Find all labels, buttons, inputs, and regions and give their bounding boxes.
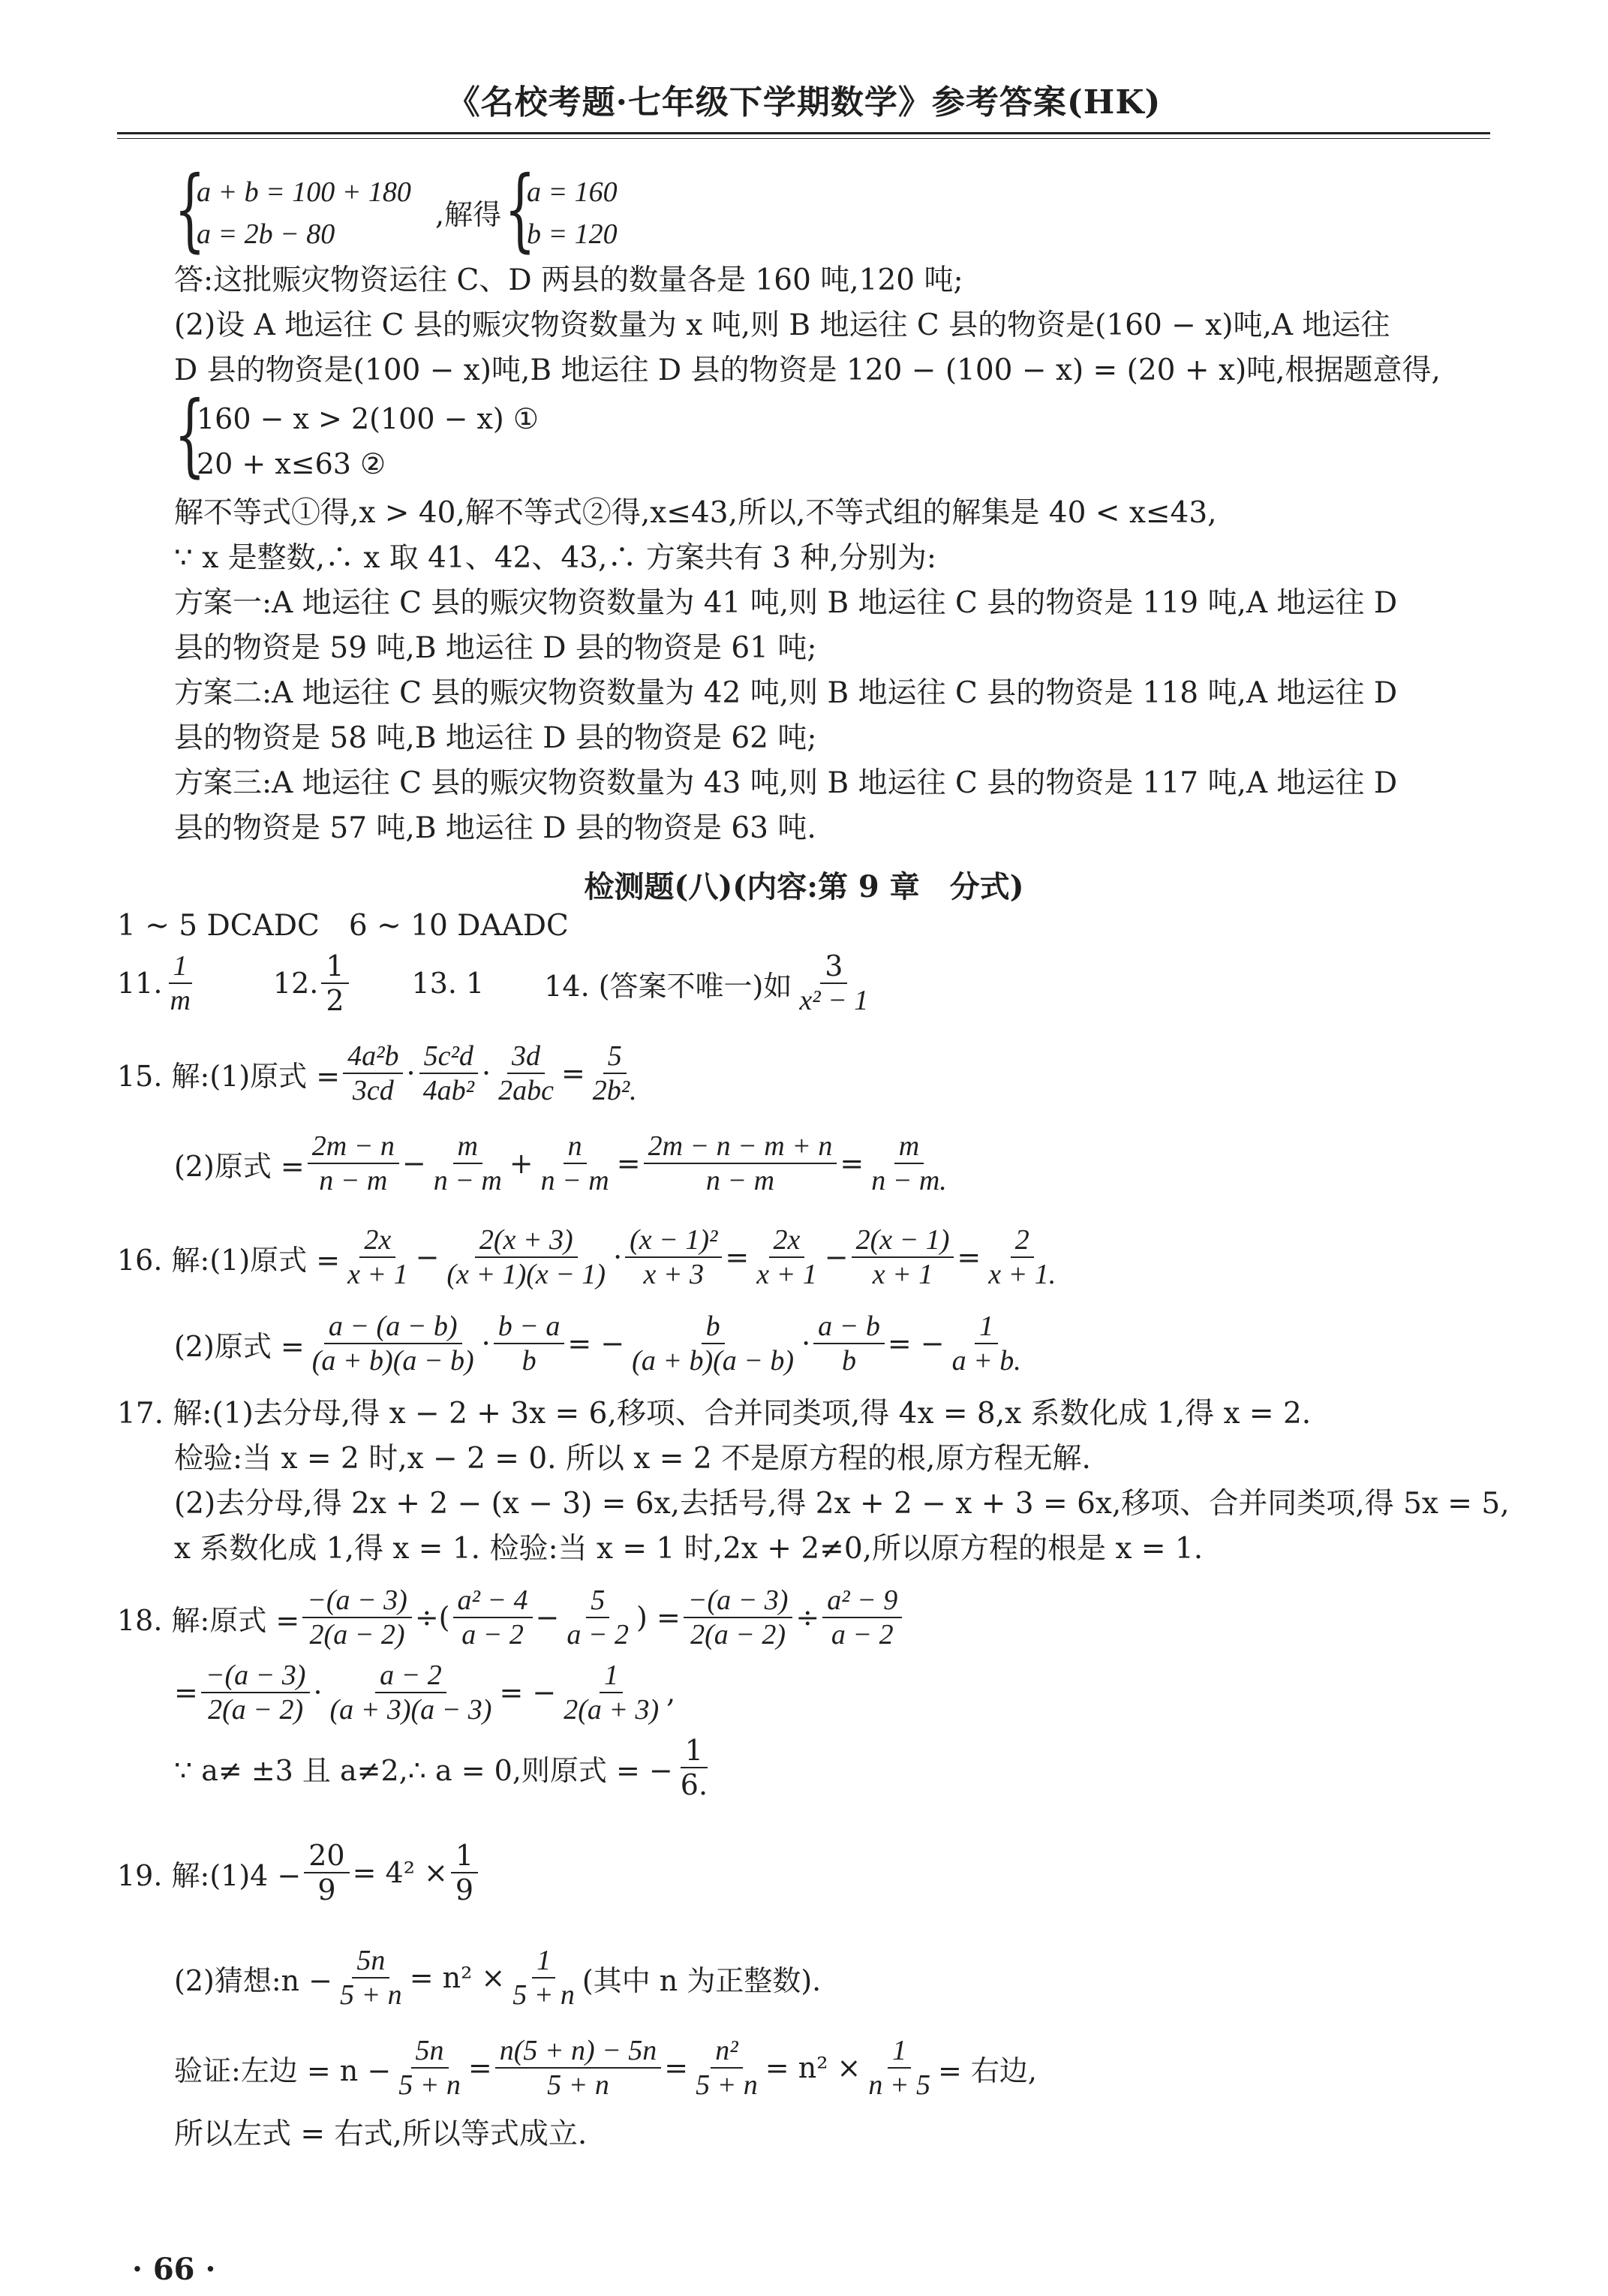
q19-part1: 19. 解:(1)4 − $\frac{20}{9}$ = 4² × $\frac{1}{9}$	[117, 1839, 481, 1906]
answer-row-11-14	[117, 949, 876, 1017]
page-header-title: 《名校考题·七年级下学期数学》参考答案(HK)	[446, 83, 1162, 122]
text-line: 县的物资是 57 吨,B 地运往 D 县的物资是 63 吨.	[174, 811, 816, 845]
q17-line-4: x 系数化成 1,得 x = 1. 检验:当 x = 1 时,2x + 2≠0,所以原方程的根是 x = 1.	[174, 1532, 1204, 1566]
q14-label: 14. (答案不唯一)如	[544, 969, 792, 1003]
solution-eq-1: a = 160	[527, 176, 618, 208]
text-line: 解不等式①得,x > 40,解不等式②得,x≤43,所以,不等式组的解集是 40 < x≤43,	[174, 496, 1217, 530]
q18-conclusion: ∵ a≠ ±3 且 a≠2,∴ a = 0,则原式 = − $\frac{1}{6.}$	[174, 1734, 708, 1801]
text-line: D 县的物资是(100 − x)吨,B 地运往 D 县的物资是 120 − (100 − x) = (20 + x)吨,根据题意得,	[174, 354, 1441, 387]
left-brace: {	[174, 383, 206, 487]
q11-label: 11.	[117, 967, 163, 1000]
header-rule-thin	[117, 138, 1490, 139]
text-line: 县的物资是 59 吨,B 地运往 D 县的物资是 61 吨;	[174, 631, 817, 665]
q13-answer: 13. 1	[411, 967, 485, 1000]
right-brace: {	[504, 158, 536, 262]
q14-fraction: $\frac{3}{\text{x² − 1}}$	[799, 949, 869, 1016]
q18-line-1: 18. 解:原式 = $\frac{-(a - 3)}{2(a - 2)}$ ÷( $\frac{\text{a² − 4}}{a - 2}$ − $\frac{5}{a - 2}$ ) = $\frac{-(a - 3)}{2(a - 2)}$ ÷ $\frac{\text{a² − 9}}{a - 2}$	[117, 1584, 905, 1651]
text-line: 方案三:A 地运往 C 县的赈灾物资数量为 43 吨,则 B 地运往 C 县的物资是 117 吨,A 地运往 D	[174, 766, 1398, 800]
section-title: 检测题(八)(内容:第 9 章 分式)	[584, 869, 1024, 904]
text-line: 方案二:A 地运往 C 县的赈灾物资数量为 42 吨,则 B 地运往 C 县的物资是 118 吨,A 地运往 D	[174, 676, 1398, 710]
system-solve-label: ,解得	[435, 198, 502, 231]
inequality-2: 20 + x≤63 ②	[197, 447, 386, 480]
q15-part1: 15. 解:(1)原式 = $\frac{\text{4a²b}}{3cd}$ · $\frac{\text{5c²d}}{\text{4ab²}}$ · $\frac{3d}{\text{2abc}}$ = $\frac{5}{\text{2b².}}$	[117, 1040, 637, 1106]
text-line: (2)设 A 地运往 C 县的赈灾物资数量为 x 吨,则 B 地运往 C 县的物资是(160 − x)吨,A 地运往	[174, 308, 1390, 342]
text-line: ∵ x 是整数,∴ x 取 41、42、43,∴ 方案共有 3 种,分别为:	[174, 541, 936, 575]
header-rule-thick	[117, 132, 1490, 134]
q17-line-3: (2)去分母,得 2x + 2 − (x − 3) = 6x,去括号,得 2x + 2 − x + 3 = 6x,移项、合并同类项,得 5x = 5,	[174, 1487, 1510, 1521]
q17-line-1: 17. 解:(1)去分母,得 x − 2 + 3x = 6,移项、合并同类项,得 4x = 8,x 系数化成 1,得 x = 2.	[117, 1397, 1312, 1431]
text-line: 县的物资是 58 吨,B 地运往 D 县的物资是 62 吨;	[174, 721, 817, 755]
q12-fraction: $\frac{1}{2}$	[321, 949, 348, 1017]
text-line: 答:这批赈灾物资运往 C、D 两县的数量各是 160 吨,120 吨;	[174, 263, 963, 297]
q11-fraction: $\frac{1}{m}$	[170, 950, 191, 1016]
system-eq-2: a = 2b − 80	[197, 218, 335, 250]
left-brace: {	[174, 158, 206, 262]
q16-part1: 16. 解:(1)原式 = $\frac{2x}{x + 1}$ − $\frac{2(x + 3)}{(x + 1)(x - 1)}$ · $\frac{\text{(x − 1)²}}{x + 3}$ = $\frac{2x}{x + 1}$ − $\frac{2(x - 1)}{x + 1}$ = $\frac{2}{x + 1.}$	[117, 1224, 1056, 1290]
multiple-choice-answers: 1 ~ 5 DCADC 6 ~ 10 DAADC	[117, 909, 569, 943]
page-number: · 66 ·	[132, 2252, 216, 2287]
text-line: 方案一:A 地运往 C 县的赈灾物资数量为 41 吨,则 B 地运往 C 县的物资是 119 吨,A 地运往 D	[174, 586, 1398, 620]
q17-line-2: 检验:当 x = 2 时,x − 2 = 0. 所以 x = 2 不是原方程的根,原方程无解.	[174, 1442, 1091, 1476]
q19-part2: (2)猜想:n − $\frac{5n}{5 + n}$ = n² × $\frac{1}{5 + n}$ (其中 n 为正整数).	[174, 1945, 822, 2011]
q16-part2: (2)原式 = $\frac{a - (a - b)}{(a + b)(a - b)}$ · $\frac{b - a}{b}$ = − $\frac{b}{(a + b)(a - b)}$ · $\frac{a - b}{b}$ = − $\frac{1}{a + b.}$	[174, 1310, 1021, 1377]
system-eq-1: a + b = 100 + 180	[197, 176, 411, 208]
q15-part2: (2)原式 = $\frac{2m - n}{n - m}$ − $\frac{m}{n - m}$ + $\frac{n}{n - m}$ = $\frac{2m - n - m + n}{n - m}$ = $\frac{m}{n - m.}$	[174, 1130, 947, 1196]
inequality-1: 160 − x > 2(100 − x) ①	[197, 402, 539, 435]
q12-label: 12.	[272, 967, 319, 1000]
q19-conclusion: 所以左式 = 右式,所以等式成立.	[174, 2117, 588, 2151]
q18-line-2: = $\frac{-(a - 3)}{2(a - 2)}$ · $\frac{a - 2}{(a + 3)(a - 3)}$ = − $\frac{1}{2(a + 3)}$ ,	[174, 1660, 676, 1726]
solution-eq-2: b = 120	[527, 218, 618, 250]
q19-verification: 验证:左边 = n − $\frac{5n}{5 + n}$ = $\frac{n(5 + n) - 5n}{5 + n}$ = $\frac{\text{n²}}{5 + n}$ = n² × $\frac{1}{n + 5}$ = 右边,	[174, 2035, 1037, 2101]
